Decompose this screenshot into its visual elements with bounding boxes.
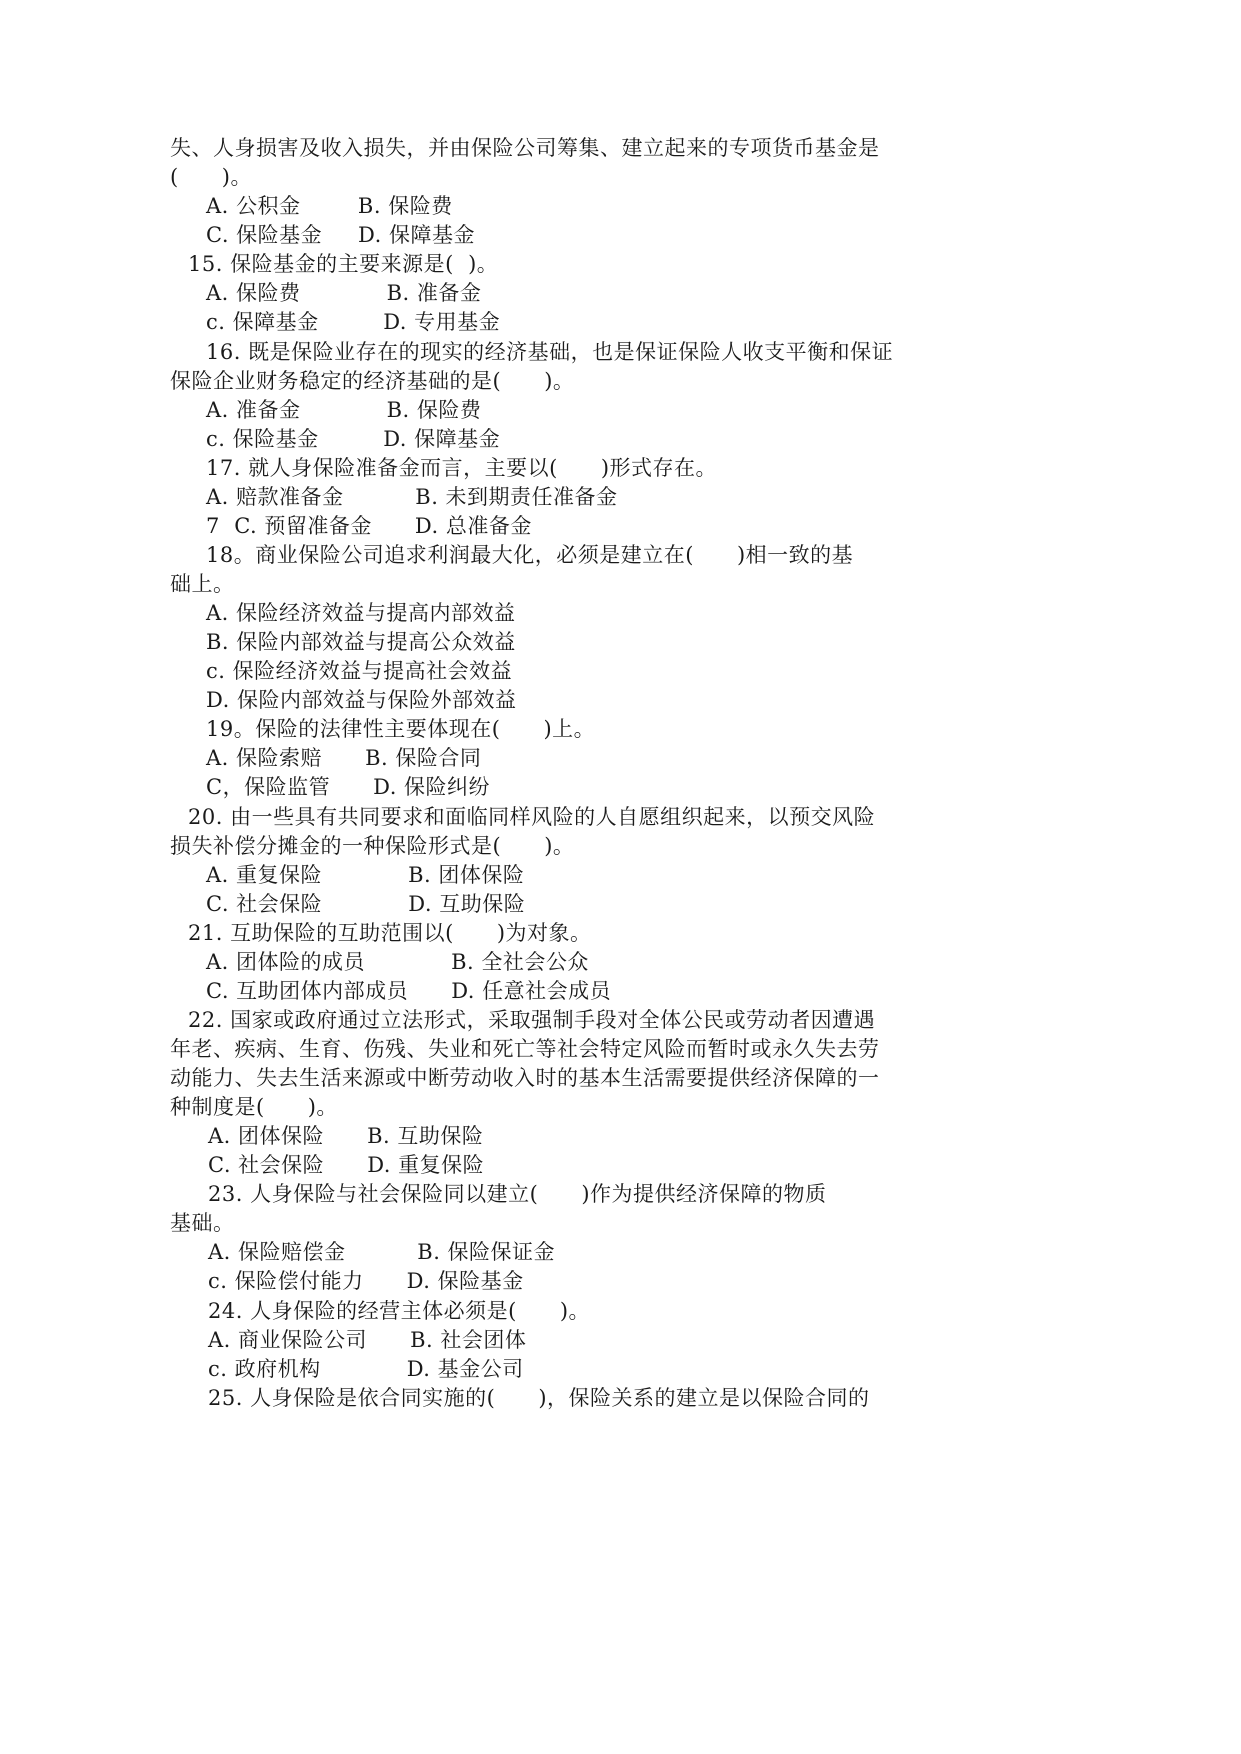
- option-line: A. 商业保险公司 B. 社会团体: [208, 1328, 527, 1352]
- text-line: 种制度是( )。: [170, 1095, 338, 1119]
- text-line: 保险企业财务稳定的经济基础的是( )。: [170, 369, 575, 393]
- option-line: c. 政府机构 D. 基金公司: [208, 1357, 524, 1381]
- option-line: A. 保险经济效益与提高内部效益: [206, 601, 516, 625]
- option-line: A. 重复保险 B. 团体保险: [206, 863, 525, 887]
- question-line: 16. 既是保险业存在的现实的经济基础，也是保证保险人收支平衡和保证: [206, 340, 894, 364]
- option-line: C. 社会保险 D. 重复保险: [208, 1153, 485, 1177]
- option-line: A. 团体保险 B. 互助保险: [208, 1124, 484, 1148]
- option-line: c. 保险基金 D. 保障基金: [206, 427, 501, 451]
- question-line: 23. 人身保险与社会保险同以建立( )作为提供经济保障的物质: [208, 1182, 827, 1206]
- text-line: 基础。: [170, 1211, 235, 1235]
- option-line: A. 公积金 B. 保险费: [206, 194, 453, 218]
- option-line: A. 保险费 B. 准备金: [206, 281, 482, 305]
- question-line: 24. 人身保险的经营主体必须是( )。: [208, 1299, 591, 1323]
- text-line: 础上。: [170, 572, 235, 596]
- question-line: 19。保险的法律性主要体现在( )上。: [206, 717, 596, 741]
- option-line: A. 准备金 B. 保险费: [206, 398, 482, 422]
- text-line: 失、人身损害及收入损失，并由保险公司筹集、建立起来的专项货币基金是: [170, 136, 880, 160]
- option-line: C. 社会保险 D. 互助保险: [206, 892, 526, 916]
- question-line: 25. 人身保险是依合同实施的( )，保险关系的建立是以保险合同的: [208, 1386, 870, 1410]
- option-line: c. 保险偿付能力 D. 保险基金: [208, 1269, 524, 1293]
- text-line: ( )。: [170, 165, 252, 189]
- question-line: 21. 互助保险的互助范围以( )为对象。: [188, 921, 592, 945]
- text-line: 动能力、失去生活来源或中断劳动收入时的基本生活需要提供经济保障的一: [170, 1066, 880, 1090]
- option-line: A. 保险赔偿金 B. 保险保证金: [208, 1240, 556, 1264]
- option-line: C. 互助团体内部成员 D. 任意社会成员: [206, 979, 612, 1003]
- question-line: 22. 国家或政府通过立法形式，采取强制手段对全体公民或劳动者因遭遇: [188, 1008, 876, 1032]
- option-line: D. 保险内部效益与保险外部效益: [206, 688, 517, 712]
- question-line: 17. 就人身保险准备金而言，主要以( )形式存在。: [206, 456, 718, 480]
- text-line: 损失补偿分摊金的一种保险形式是( )。: [170, 834, 575, 858]
- question-line: 20. 由一些具有共同要求和面临同样风险的人自愿组织起来，以预交风险: [188, 805, 876, 829]
- option-line: 7 C. 预留准备金 D. 总准备金: [206, 514, 532, 538]
- option-line: B. 保险内部效益与提高公众效益: [206, 630, 516, 654]
- option-line: c. 保障基金 D. 专用基金: [206, 310, 501, 334]
- option-line: A. 团体险的成员 B. 全社会公众: [206, 950, 589, 974]
- question-line: 15. 保险基金的主要来源是( )。: [188, 252, 499, 276]
- text-line: 年老、疾病、生育、伤残、失业和死亡等社会特定风险而暂时或永久失去劳: [170, 1037, 880, 1061]
- option-line: A. 保险索赔 B. 保险合同: [206, 746, 482, 770]
- question-line: 18。商业保险公司追求利润最大化，必须是建立在( )相一致的基: [206, 543, 854, 567]
- option-line: C. 保险基金 D. 保障基金: [206, 223, 475, 247]
- option-line: C，保险监管 D. 保险纠纷: [206, 775, 491, 799]
- option-line: c. 保险经济效益与提高社会效益: [206, 659, 513, 683]
- option-line: A. 赔款准备金 B. 未到期责任准备金: [206, 485, 618, 509]
